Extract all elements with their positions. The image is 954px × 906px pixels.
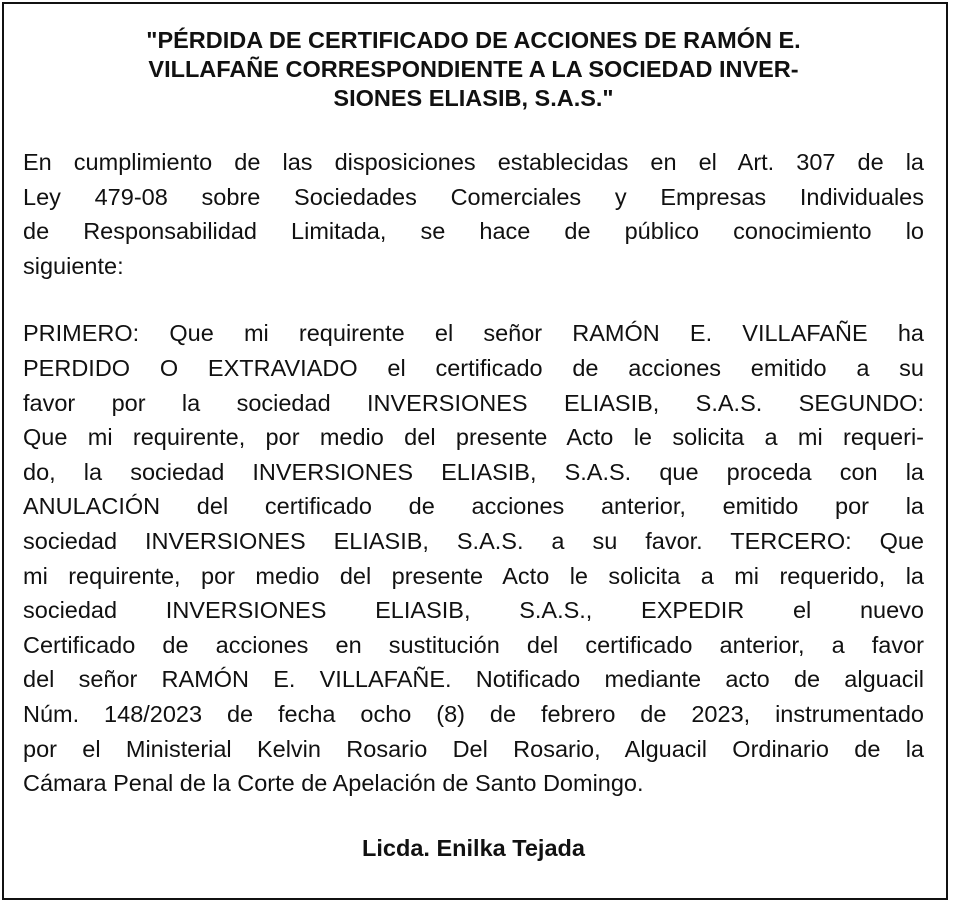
- paragraph-line: Certificado de acciones en sustitución del certificado anterior, a favor: [23, 631, 924, 658]
- paragraph-line: de Responsabilidad Limitada, se hace de público conocimiento lo: [23, 218, 924, 245]
- paragraph-line: En cumplimiento de las disposiciones establecidas en el Art. 307 de la: [23, 149, 924, 175]
- paragraph-line: PRIMERO: Que mi requirente el señor RAMÓN E. VILLAFAÑE ha: [23, 320, 924, 347]
- paragraph-line: por el Ministerial Kelvin Rosario Del Rosario, Alguacil Ordinario de la: [23, 735, 924, 762]
- paragraph-line: mi requirente, por medio del presente Acto le solicita a mi requerido, la: [23, 562, 924, 589]
- legal-notice-box: [2, 2, 948, 900]
- paragraph-line: siguiente:: [23, 252, 124, 279]
- paragraph-line: do, la sociedad INVERSIONES ELIASIB, S.A.S. que proceda con la: [23, 458, 924, 485]
- paragraph-line: sociedad INVERSIONES ELIASIB, S.A.S. a su favor. TERCERO: Que: [23, 527, 924, 554]
- notice-title: [23, 26, 924, 113]
- notice-title-line: SIONES ELIASIB, S.A.S.": [333, 85, 614, 111]
- paragraph-line: sociedad INVERSIONES ELIASIB, S.A.S., EXPEDIR el nuevo: [23, 597, 924, 624]
- paragraph-line: Cámara Penal de la Corte de Apelación de Santo Domingo.: [23, 770, 644, 797]
- signature: Licda. Enilka Tejada: [362, 834, 585, 861]
- paragraph-line: Núm. 148/2023 de fecha ocho (8) de febrero de 2023, instrumentado: [23, 700, 924, 727]
- paragraph-line: Ley 479-08 sobre Sociedades Comerciales y Empresas Individuales: [23, 183, 924, 210]
- notice-title-line: "PÉRDIDA DE CERTIFICADO DE ACCIONES DE RAMÓN E.: [146, 27, 801, 53]
- paragraph-line: PERDIDO O EXTRAVIADO el certificado de acciones emitido a su: [23, 354, 924, 381]
- paragraph-line: ANULACIÓN del certificado de acciones anterior, emitido por la: [23, 493, 924, 520]
- paragraph-line: Que mi requirente, por medio del presente Acto le solicita a mi requeri-: [23, 424, 924, 451]
- intro-paragraph: [23, 145, 924, 283]
- notice-title-line: VILLAFAÑE CORRESPONDIENTE A LA SOCIEDAD INVER-: [148, 56, 799, 82]
- paragraph-line: del señor RAMÓN E. VILLAFAÑE. Notificado mediante acto de alguacil: [23, 666, 924, 693]
- body-paragraph: [23, 316, 924, 800]
- paragraph-line: favor por la sociedad INVERSIONES ELIASIB, S.A.S. SEGUNDO:: [23, 389, 924, 416]
